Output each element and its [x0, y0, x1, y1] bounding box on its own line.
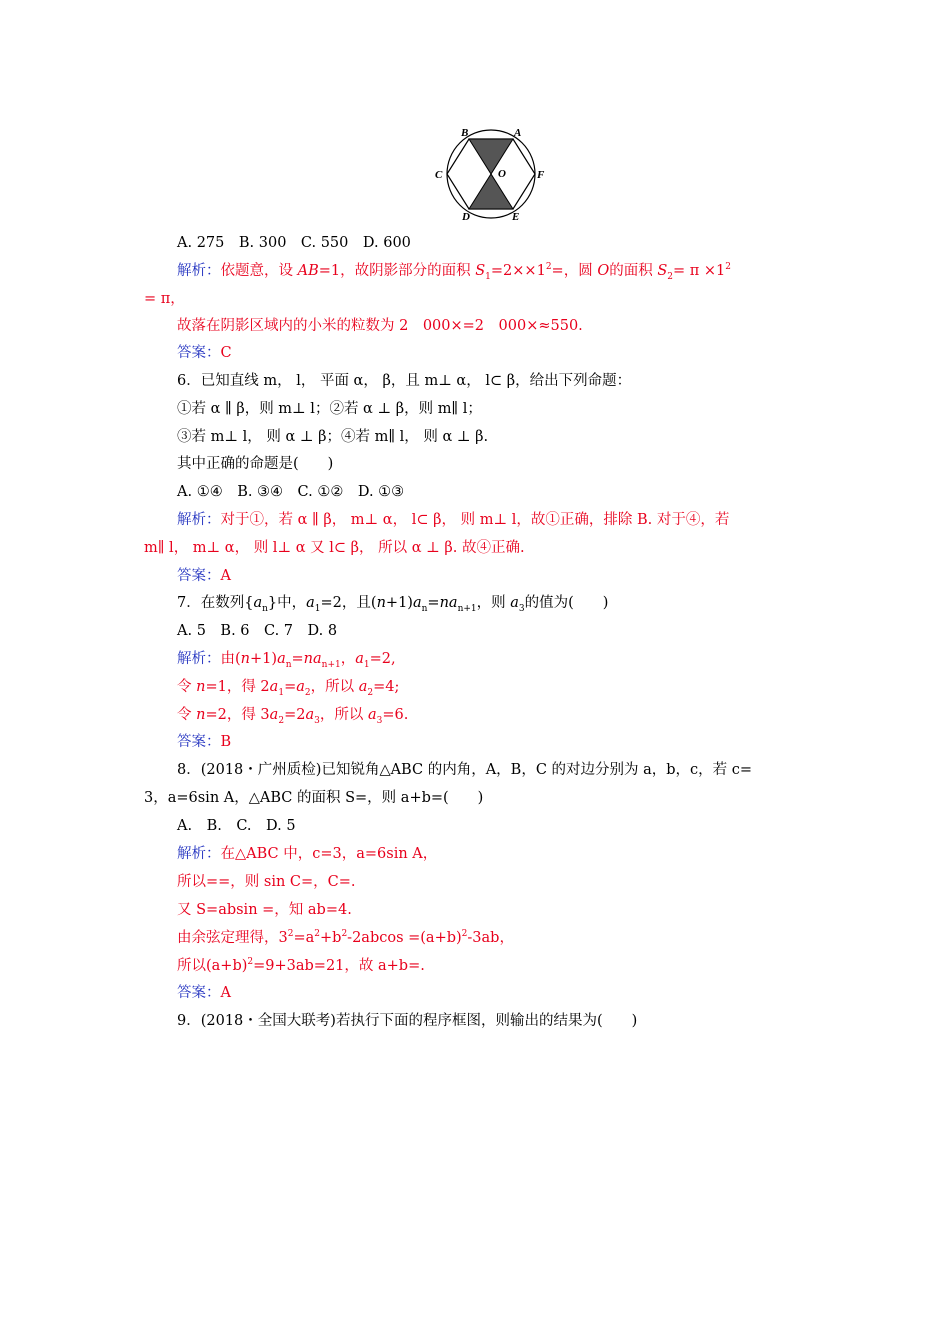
q6-stem: 6．已知直线 m， l， 平面 α， β，且 m⊥ α， l⊂ β，给出下列命题： [177, 373, 632, 389]
q8-analysis-line5: 所以$(a+b)^2=9+3ab=21$，故 a+b=. [177, 957, 425, 974]
hexagon-circle-figure [432, 124, 550, 224]
q9-stem: 9．(2018・全国大联考)若执行下面的程序框图，则输出的结果为( ) [177, 1013, 638, 1029]
q8-options: A. B. C. D. 5 [177, 818, 296, 834]
label-o: O [498, 168, 506, 180]
q7-stem: 7．在数列$\{a_n\}$中，$a_1=2$，且$(n+1)a_n=na_{n+1}$，则 $a_3$的值为( ) [177, 595, 609, 614]
q6-options: A. ①④ B. ③④ C. ①② D. ①③ [177, 484, 405, 500]
q6-prop-2: ③若 m⊥ l， 则 α ⊥ β；④若 m∥ l， 则 α ⊥ β. [177, 429, 489, 445]
q8-answer: 答案：A [177, 985, 231, 1001]
q6-answer: 答案：A [177, 568, 231, 584]
label-f: F [537, 169, 545, 181]
label-a: A [514, 127, 522, 139]
q8-analysis-line1: 解析：在△ABC 中，c=3，a=6sin A， [177, 846, 438, 862]
q6-analysis-line2: m∥ l， m⊥ α， 则 l⊥ α 又 l⊂ β， 所以 α ⊥ β. 故④正确. [144, 540, 525, 556]
q7-analysis-line2: 令 n=1，得 $2a_1=a_2$，所以 $a_2=4$; [177, 679, 400, 698]
label-c: C [435, 169, 443, 181]
q6-ask: 其中正确的命题是( ) [177, 456, 334, 472]
q8-analysis-line2: 所以==，则 sin C=，C=. [177, 874, 356, 890]
q8-analysis-line3: 又 S=absin =，知 ab=4. [177, 902, 352, 918]
q8-stem-line1: 8．(2018・广州质检)已知锐角△ABC 的内角，A，B，C 的对边分别为 a，b，c，若 c= [177, 762, 753, 778]
q7-answer: 答案：B [177, 734, 232, 750]
label-e: E [512, 211, 520, 223]
q5-analysis-line1: 解析：依题意，设 AB=1，故阴影部分的面积 $S_1=2\times\times 1^2=$，圆 O的面积 $S_2= \pi \times 1^2$ [177, 262, 731, 282]
q5-options: A. 275 B. 300 C. 550 D. 600 [177, 235, 411, 251]
q7-analysis-line1: 解析：由$(n+1)a_n=na_{n+1}$，$a_1=2$, [177, 651, 396, 670]
q5-analysis-line2: = π， [144, 291, 185, 307]
q7-options: A. 5 B. 6 C. 7 D. 8 [177, 623, 338, 639]
q7-analysis-line3: 令 n=2，得 $3a_2=2a_3$，所以 $a_3=6$. [177, 707, 409, 726]
q8-analysis-line4: 由余弦定理得，$3^2=a^2+b^2-2abcos =(a+b)^2-3ab$， [177, 929, 514, 946]
label-d: D [462, 211, 470, 223]
q5-analysis-line3: 故落在阴影区域内的小米的粒数为 2 000×=2 000×≈550. [177, 318, 583, 334]
label-b: B [461, 127, 469, 139]
q6-analysis-line1: 解析：对于①，若 α ∥ β， m⊥ α， l⊂ β， 则 m⊥ l，故①正确，排除 B. 对于④，若 [177, 512, 730, 528]
q6-prop-1: ①若 α ∥ β，则 m⊥ l；②若 α ⊥ β，则 m∥ l； [177, 401, 482, 417]
q8-stem-line2: 3，a=6sin A，△ABC 的面积 S=，则 a+b=( ) [144, 790, 484, 806]
shaded-triangle-top [469, 139, 513, 174]
q5-answer: 答案：C [177, 345, 232, 361]
shaded-triangle-bottom [469, 174, 513, 209]
